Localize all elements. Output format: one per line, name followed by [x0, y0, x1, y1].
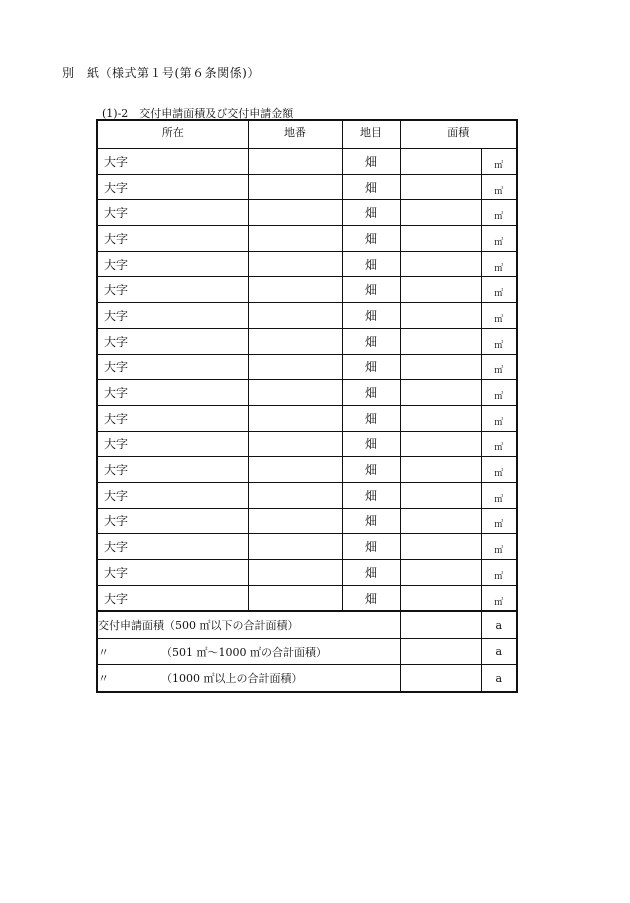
area-unit: ㎡ [494, 392, 504, 403]
area-unit: ㎡ [494, 160, 504, 171]
land-category-cell[interactable]: 畑 [342, 431, 400, 457]
application-table [96, 119, 518, 693]
location-cell[interactable]: 大字 [97, 149, 248, 175]
area-unit-cell [481, 457, 517, 483]
area-value-cell[interactable] [400, 508, 481, 534]
area-unit: ㎡ [494, 263, 504, 274]
summary-unit: a [481, 665, 517, 692]
area-value-cell[interactable] [400, 405, 481, 431]
table-header-row [97, 120, 517, 149]
area-unit: ㎡ [494, 366, 504, 377]
area-value-cell[interactable] [400, 149, 481, 175]
summary-unit: a [481, 638, 517, 665]
area-unit-cell [481, 174, 517, 200]
summary-range: （501 ㎡〜1000 ㎡の合計面積） [161, 645, 327, 659]
land-category-cell[interactable]: 畑 [342, 482, 400, 508]
land-category-cell[interactable]: 畑 [342, 380, 400, 406]
area-value-cell[interactable] [400, 277, 481, 303]
area-unit: ㎡ [494, 546, 504, 557]
land-category-cell[interactable]: 畑 [342, 354, 400, 380]
lot-number-cell[interactable] [248, 328, 342, 354]
table-row [97, 251, 517, 277]
summary-value-cell[interactable] [400, 665, 481, 692]
land-category-cell[interactable]: 畑 [342, 277, 400, 303]
table-row [97, 277, 517, 303]
location-cell[interactable]: 大字 [97, 328, 248, 354]
lot-number-cell[interactable] [248, 431, 342, 457]
table-row [97, 431, 517, 457]
location-cell[interactable]: 大字 [97, 405, 248, 431]
area-unit-cell [481, 585, 517, 611]
area-value-cell[interactable] [400, 560, 481, 586]
lot-number-cell[interactable] [248, 200, 342, 226]
land-category-cell[interactable]: 畑 [342, 174, 400, 200]
area-unit-cell [481, 534, 517, 560]
area-unit-cell [481, 303, 517, 329]
location-cell[interactable]: 大字 [97, 585, 248, 611]
area-value-cell[interactable] [400, 251, 481, 277]
area-unit-cell [481, 508, 517, 534]
area-unit: ㎡ [494, 571, 504, 582]
area-unit: ㎡ [494, 237, 504, 248]
land-category-cell[interactable]: 畑 [342, 457, 400, 483]
table-row [97, 380, 517, 406]
area-unit-cell [481, 482, 517, 508]
area-unit: ㎡ [494, 443, 504, 454]
table-row [97, 149, 517, 175]
summary-label [97, 611, 400, 638]
land-category-cell[interactable]: 畑 [342, 226, 400, 252]
area-unit: ㎡ [494, 597, 504, 608]
location-cell[interactable]: 大字 [97, 174, 248, 200]
lot-number-cell[interactable] [248, 482, 342, 508]
location-cell[interactable]: 大字 [97, 380, 248, 406]
area-unit: ㎡ [494, 340, 504, 351]
lot-number-cell[interactable] [248, 277, 342, 303]
land-category-cell[interactable]: 畑 [342, 534, 400, 560]
summary-prefix: 交付申請面積 [98, 619, 164, 633]
table-row [97, 174, 517, 200]
summary-row [97, 638, 517, 665]
area-value-cell[interactable] [400, 226, 481, 252]
table-row [97, 405, 517, 431]
table-row [97, 508, 517, 534]
location-cell[interactable]: 大字 [97, 200, 248, 226]
area-unit-cell [481, 405, 517, 431]
area-unit-cell [481, 251, 517, 277]
column-header-location: 所在 [97, 120, 248, 149]
summary-label [97, 638, 400, 665]
area-unit: ㎡ [494, 212, 504, 223]
area-value-cell[interactable] [400, 457, 481, 483]
table-row [97, 534, 517, 560]
lot-number-cell[interactable] [248, 534, 342, 560]
summary-row [97, 611, 517, 638]
summary-row [97, 665, 517, 692]
area-unit-cell [481, 277, 517, 303]
area-unit: ㎡ [494, 186, 504, 197]
form-title: 別 紙（様式第１号(第６条関係)） [62, 66, 260, 80]
land-category-cell[interactable]: 畑 [342, 149, 400, 175]
column-header-category: 地目 [342, 120, 400, 149]
area-value-cell[interactable] [400, 354, 481, 380]
table-row [97, 585, 517, 611]
summary-unit: a [481, 611, 517, 638]
location-cell[interactable]: 大字 [97, 508, 248, 534]
lot-number-cell[interactable] [248, 585, 342, 611]
land-category-cell[interactable]: 畑 [342, 200, 400, 226]
location-cell[interactable]: 大字 [97, 303, 248, 329]
lot-number-cell[interactable] [248, 149, 342, 175]
area-value-cell[interactable] [400, 174, 481, 200]
area-unit-cell [481, 560, 517, 586]
summary-value-cell[interactable] [400, 638, 481, 665]
summary-label [97, 665, 400, 692]
location-cell[interactable]: 大字 [97, 534, 248, 560]
lot-number-cell[interactable] [248, 457, 342, 483]
land-category-cell[interactable]: 畑 [342, 585, 400, 611]
area-unit: ㎡ [494, 314, 504, 325]
table-row [97, 457, 517, 483]
land-category-cell[interactable]: 畑 [342, 508, 400, 534]
table-row [97, 200, 517, 226]
lot-number-cell[interactable] [248, 303, 342, 329]
section-title: (1)-2 交付申請面積及び交付申請金額 [102, 107, 294, 120]
area-unit: ㎡ [494, 469, 504, 480]
area-value-cell[interactable] [400, 585, 481, 611]
table-row [97, 303, 517, 329]
lot-number-cell[interactable] [248, 174, 342, 200]
area-value-cell[interactable] [400, 534, 481, 560]
location-cell[interactable]: 大字 [97, 431, 248, 457]
location-cell[interactable]: 大字 [97, 251, 248, 277]
lot-number-cell[interactable] [248, 380, 342, 406]
area-unit-cell [481, 354, 517, 380]
lot-number-cell[interactable] [248, 251, 342, 277]
area-unit-cell [481, 149, 517, 175]
area-unit-cell [481, 226, 517, 252]
area-value-cell[interactable] [400, 482, 481, 508]
area-unit-cell [481, 380, 517, 406]
area-unit-cell [481, 328, 517, 354]
location-cell[interactable]: 大字 [97, 354, 248, 380]
land-category-cell[interactable]: 畑 [342, 303, 400, 329]
land-category-cell[interactable]: 畑 [342, 328, 400, 354]
table-row [97, 560, 517, 586]
area-value-cell[interactable] [400, 200, 481, 226]
area-value-cell[interactable] [400, 303, 481, 329]
table-row [97, 354, 517, 380]
summary-range: （1000 ㎡以上の合計面積） [161, 672, 303, 686]
column-header-lot: 地番 [248, 120, 342, 149]
area-unit: ㎡ [494, 494, 504, 505]
area-unit-cell [481, 431, 517, 457]
land-category-cell[interactable]: 畑 [342, 560, 400, 586]
lot-number-cell[interactable] [248, 508, 342, 534]
land-category-cell[interactable]: 畑 [342, 251, 400, 277]
lot-number-cell[interactable] [248, 560, 342, 586]
summary-value-cell[interactable] [400, 611, 481, 638]
table-row [97, 482, 517, 508]
lot-number-cell[interactable] [248, 226, 342, 252]
area-unit: ㎡ [494, 520, 504, 531]
location-cell[interactable]: 大字 [97, 277, 248, 303]
area-value-cell[interactable] [400, 380, 481, 406]
location-cell[interactable]: 大字 [97, 482, 248, 508]
area-unit: ㎡ [494, 289, 504, 300]
table-row [97, 226, 517, 252]
area-value-cell[interactable] [400, 431, 481, 457]
area-unit-cell [481, 200, 517, 226]
location-cell[interactable]: 大字 [97, 560, 248, 586]
location-cell[interactable]: 大字 [97, 226, 248, 252]
land-category-cell[interactable]: 畑 [342, 405, 400, 431]
summary-prefix: 〃 [98, 645, 109, 659]
lot-number-cell[interactable] [248, 405, 342, 431]
lot-number-cell[interactable] [248, 354, 342, 380]
summary-range: （500 ㎡以下の合計面積） [164, 619, 299, 633]
area-value-cell[interactable] [400, 328, 481, 354]
summary-prefix: 〃 [98, 672, 109, 686]
location-cell[interactable]: 大字 [97, 457, 248, 483]
table-row [97, 328, 517, 354]
area-unit: ㎡ [494, 417, 504, 428]
column-header-area: 面積 [400, 120, 517, 149]
